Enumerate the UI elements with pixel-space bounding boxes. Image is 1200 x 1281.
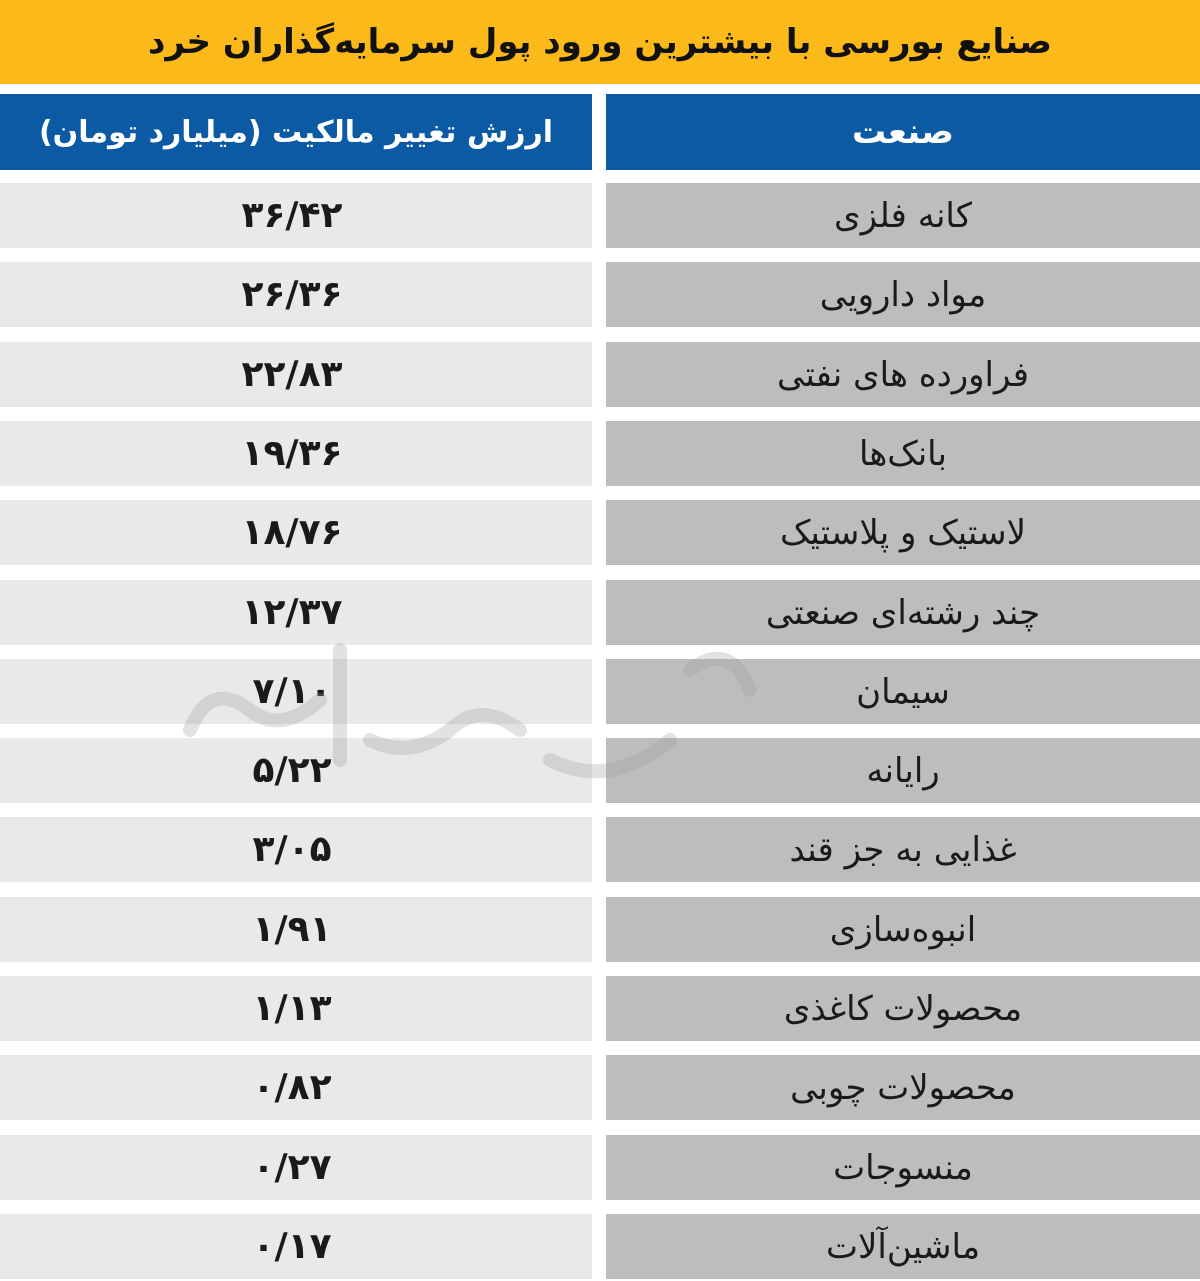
value-cell — [0, 976, 592, 1041]
value-cell — [0, 500, 592, 565]
industry-cell: مواد دارویی — [606, 262, 1200, 327]
table-row — [0, 1214, 1200, 1279]
value-cell — [0, 1135, 592, 1200]
table-row — [0, 659, 1200, 724]
table-row — [0, 897, 1200, 962]
table-row — [0, 976, 1200, 1041]
table-row — [0, 342, 1200, 407]
column-header-industry: صنعت — [606, 94, 1200, 170]
value-cell — [0, 421, 592, 486]
value-cell — [0, 183, 592, 248]
industry-cell: محصولات چوبی — [606, 1055, 1200, 1120]
table-row — [0, 500, 1200, 565]
value-text: ۱/۹۱ — [252, 909, 332, 950]
value-text: ۰/۱۷ — [252, 1226, 332, 1267]
value-cell — [0, 897, 592, 962]
value-text: ۱/۱۳ — [252, 988, 332, 1029]
value-text: ۵/۲۲ — [252, 750, 332, 791]
industry-cell: بانک‌ها — [606, 421, 1200, 486]
industry-cell: رایانه — [606, 738, 1200, 803]
table-row — [0, 1135, 1200, 1200]
value-cell — [0, 659, 592, 724]
value-text: ۱۹/۳۶ — [241, 433, 343, 474]
value-text: ۲۶/۳۶ — [241, 274, 343, 315]
page-title: صنایع بورسی با بیشترین ورود پول سرمایه‌گذاران خرد — [147, 22, 1053, 62]
table-row — [0, 738, 1200, 803]
table-row — [0, 262, 1200, 327]
value-cell — [0, 817, 592, 882]
value-text: ۱۲/۳۷ — [241, 592, 343, 633]
value-cell — [0, 580, 592, 645]
value-cell — [0, 342, 592, 407]
value-text: ۳/۰۵ — [252, 829, 332, 870]
industry-cell: فراورده های نفتی — [606, 342, 1200, 407]
title-bar — [0, 0, 1200, 84]
value-text: ۳۶/۴۲ — [241, 195, 343, 236]
table-row — [0, 1055, 1200, 1120]
value-cell — [0, 1214, 592, 1279]
value-text: ۲۲/۸۳ — [241, 354, 343, 395]
table-row — [0, 421, 1200, 486]
industry-cell: محصولات کاغذی — [606, 976, 1200, 1041]
value-cell — [0, 1055, 592, 1120]
table-row — [0, 580, 1200, 645]
industry-cell: غذایی به جز قند — [606, 817, 1200, 882]
industry-cell: چند رشته‌ای صنعتی — [606, 580, 1200, 645]
value-text: ۰/۸۲ — [252, 1067, 332, 1108]
value-cell — [0, 738, 592, 803]
industry-cell: ماشین‌آلات — [606, 1214, 1200, 1279]
industry-cell: انبوه‌سازی — [606, 897, 1200, 962]
value-text: ۱۸/۷۶ — [241, 512, 343, 553]
industry-cell: سیمان — [606, 659, 1200, 724]
industry-cell: کانه فلزی — [606, 183, 1200, 248]
column-header-value: ارزش تغییر مالکیت (میلیارد تومان) — [0, 94, 592, 170]
table-row — [0, 817, 1200, 882]
value-text: ۰/۲۷ — [252, 1147, 332, 1188]
table-row — [0, 183, 1200, 248]
value-text: ۷/۱۰ — [252, 671, 332, 712]
industry-cell: لاستیک و پلاستیک — [606, 500, 1200, 565]
value-cell — [0, 262, 592, 327]
industry-cell: منسوجات — [606, 1135, 1200, 1200]
